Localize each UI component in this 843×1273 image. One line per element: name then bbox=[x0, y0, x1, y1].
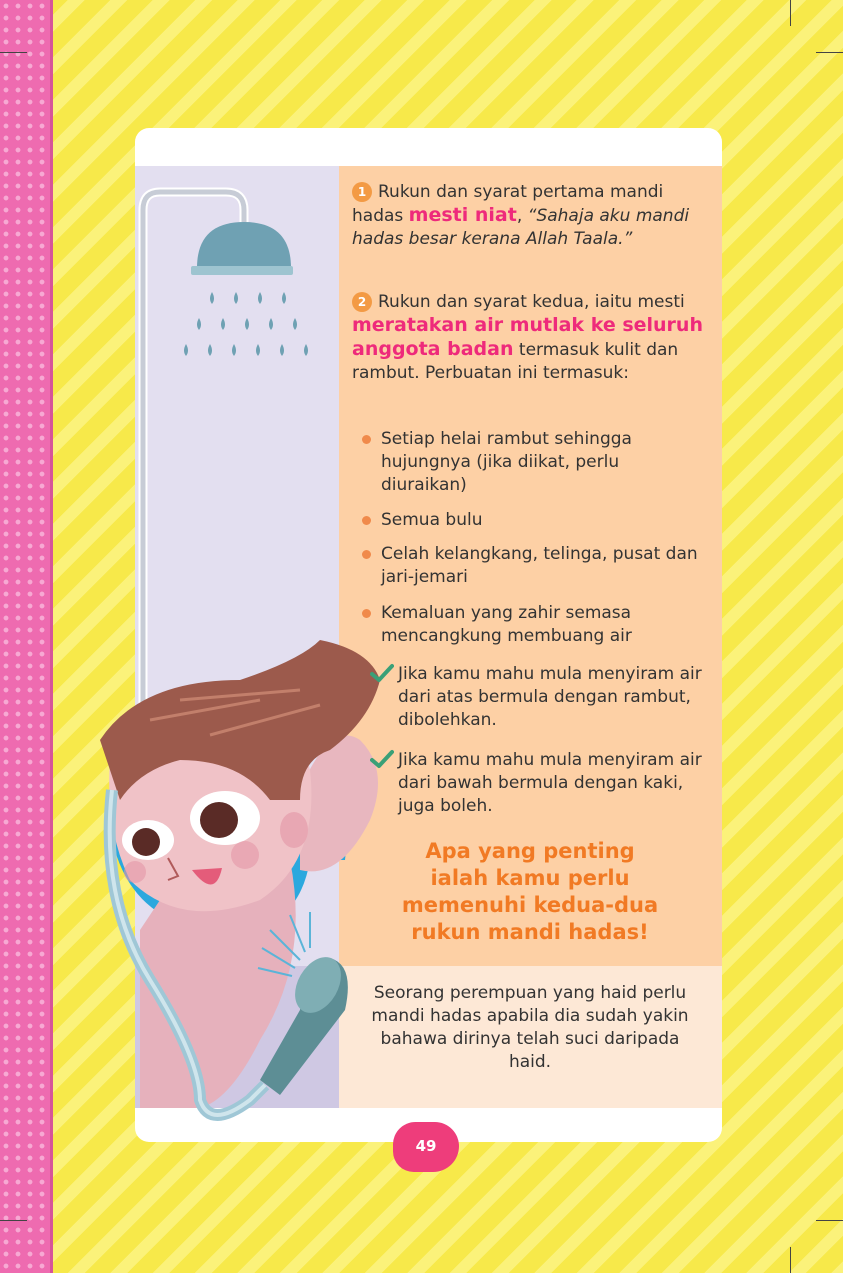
check-item bbox=[370, 663, 710, 732]
info-box-text: Seorang perempuan yang haid perlu mandi hadas apabila dia sudah yakin bahawa dirinya telah suci daripada haid. bbox=[371, 983, 689, 1072]
check-text: Jika kamu mahu mula menyiram air dari atas bermula dengan rambut, dibolehkan. bbox=[398, 664, 702, 730]
bullet-dot-icon bbox=[362, 550, 371, 559]
number-badge-2: 2 bbox=[352, 292, 372, 312]
girl-illustration bbox=[100, 640, 380, 1108]
rukun-item-1 bbox=[352, 181, 712, 251]
bullet-text: Kemaluan yang zahir semasa mencangkung membuang air bbox=[381, 603, 632, 646]
number-badge-1: 1 bbox=[352, 182, 372, 202]
item-1-text: Rukun dan syarat pertama mandi hadas bbox=[352, 182, 664, 226]
item-1-text-after: , bbox=[516, 206, 528, 226]
page-number: 49 bbox=[393, 1122, 459, 1172]
emphasis-text bbox=[380, 838, 680, 946]
water-drop-icon bbox=[184, 292, 308, 356]
emphasis-line: ialah kamu perlu bbox=[430, 866, 630, 890]
emphasis-line: memenuhi kedua-dua bbox=[401, 893, 659, 917]
bullet-text: Semua bulu bbox=[381, 510, 483, 530]
emphasis-line: Apa yang penting bbox=[425, 839, 635, 863]
item-2-highlight: meratakan air mutlak ke seluruh anggota badan bbox=[352, 314, 703, 360]
bullet-dot-icon bbox=[362, 609, 371, 618]
item-2-text-after: termasuk kulit dan rambut. Perbuatan ini termasuk: bbox=[352, 340, 679, 383]
bullet-text: Celah kelangkang, telinga, pusat dan jari-jemari bbox=[381, 544, 698, 587]
shower-head-icon bbox=[191, 222, 293, 275]
item-1-highlight: mesti niat bbox=[408, 204, 517, 226]
bullet-dot-icon bbox=[362, 435, 371, 444]
item-1-quote: “Sahaja aku mandi hadas besar kerana Allah Taala.” bbox=[352, 206, 690, 249]
list-item bbox=[362, 428, 707, 497]
emphasis-line: rukun mandi hadas! bbox=[411, 920, 649, 944]
item-2-text: Rukun dan syarat kedua, iaitu mesti bbox=[378, 292, 685, 312]
rukun-item-2 bbox=[352, 291, 712, 385]
check-icon bbox=[370, 661, 394, 685]
list-item bbox=[362, 543, 707, 589]
bullet-text: Setiap helai rambut sehingga hujungnya (jika diikat, perlu diuraikan) bbox=[381, 429, 632, 495]
list-item bbox=[362, 509, 707, 532]
bullet-dot-icon bbox=[362, 516, 371, 525]
check-text: Jika kamu mahu mula menyiram air dari bawah bermula dengan kaki, juga boleh. bbox=[398, 750, 702, 816]
check-icon bbox=[370, 747, 394, 771]
check-item bbox=[370, 749, 710, 818]
list-item bbox=[362, 602, 707, 648]
